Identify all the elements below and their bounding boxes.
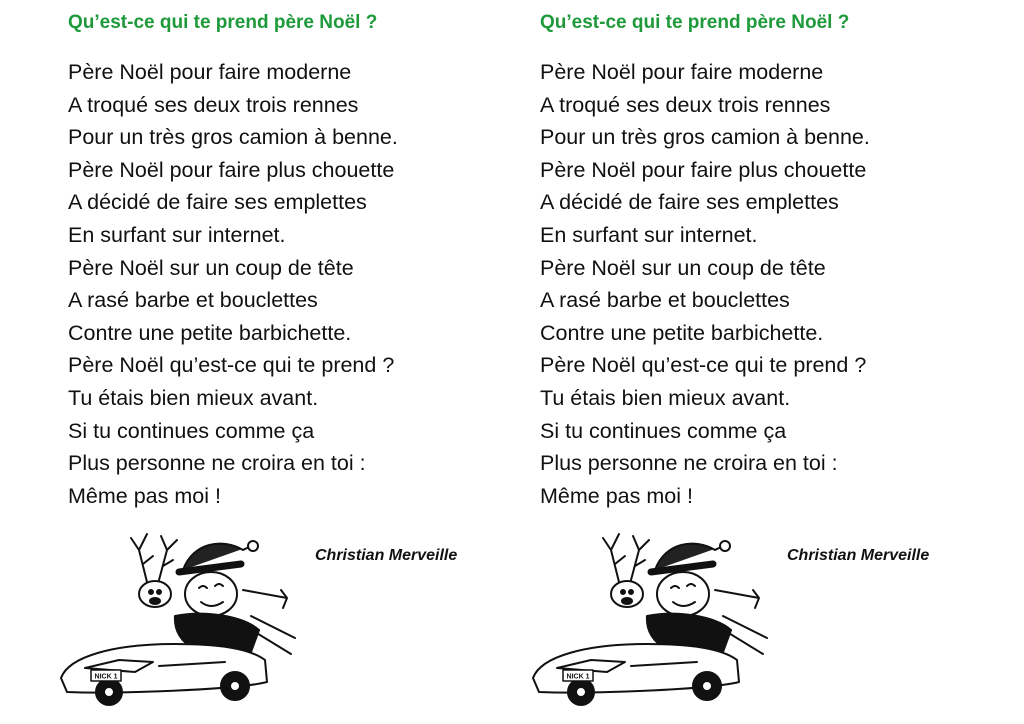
poem-title: Qu’est-ce qui te prend père Noël ? — [540, 12, 850, 33]
license-plate-text: NICK 1 — [94, 673, 118, 681]
verse-line: Si tu continues comme ça — [68, 418, 315, 443]
santa-face — [185, 572, 237, 616]
verse-line: En surfant sur internet. — [68, 222, 286, 247]
license-plate-text: NICK 1 — [566, 673, 590, 681]
verse-line: A rasé barbe et bouclettes — [540, 288, 790, 313]
santa-car-illustration — [55, 520, 305, 720]
verse-line: Tu étais bien mieux avant. — [68, 385, 319, 410]
verse-line: Père Noël pour faire plus chouette — [540, 157, 867, 182]
verse-line: Père Noël pour faire plus chouette — [68, 157, 395, 182]
reindeer-antler — [131, 534, 153, 582]
verse-line: Père Noël pour faire moderne — [540, 60, 824, 84]
poem-author: Christian Merveille — [315, 547, 458, 564]
poem-verse — [68, 56, 398, 512]
verse-line: A décidé de faire ses emplettes — [68, 190, 367, 215]
poem-card-left — [0, 0, 470, 724]
poem-title: Qu’est-ce qui te prend père Noël ? — [68, 12, 378, 33]
verse-line: Père Noël sur un coup de tête — [540, 255, 826, 280]
verse-line: Père Noël sur un coup de tête — [68, 255, 354, 280]
reindeer-antler — [603, 534, 625, 582]
verse-line: Plus personne ne croira en toi : — [68, 451, 366, 476]
reindeer-antler — [631, 536, 649, 580]
verse-line: Père Noël qu’est-ce qui te prend ? — [540, 353, 867, 378]
santa-face — [657, 572, 709, 616]
verse-line: En surfant sur internet. — [540, 222, 758, 247]
verse-line: A rasé barbe et bouclettes — [68, 288, 318, 313]
verse-line: Contre une petite barbichette. — [540, 320, 824, 345]
reindeer-antler — [159, 536, 177, 580]
verse-line: Même pas moi ! — [540, 483, 693, 508]
verse-line: Pour un très gros camion à benne. — [540, 125, 870, 150]
poem-card-right — [472, 0, 942, 724]
verse-line: Contre une petite barbichette. — [68, 320, 352, 345]
verse-line: Plus personne ne croira en toi : — [540, 451, 838, 476]
verse-line: A décidé de faire ses emplettes — [540, 190, 839, 215]
santa-car-illustration — [527, 520, 777, 720]
poem-author: Christian Merveille — [787, 547, 930, 564]
verse-line: Si tu continues comme ça — [540, 418, 787, 443]
verse-line: Père Noël pour faire moderne — [68, 60, 352, 84]
verse-line: A troqué ses deux trois rennes — [540, 92, 831, 117]
verse-line: Même pas moi ! — [68, 483, 221, 508]
verse-line: A troqué ses deux trois rennes — [68, 92, 359, 117]
verse-line: Tu étais bien mieux avant. — [540, 385, 791, 410]
verse-line: Père Noël qu’est-ce qui te prend ? — [68, 353, 395, 378]
verse-line: Pour un très gros camion à benne. — [68, 125, 398, 150]
poem-verse — [540, 56, 870, 512]
